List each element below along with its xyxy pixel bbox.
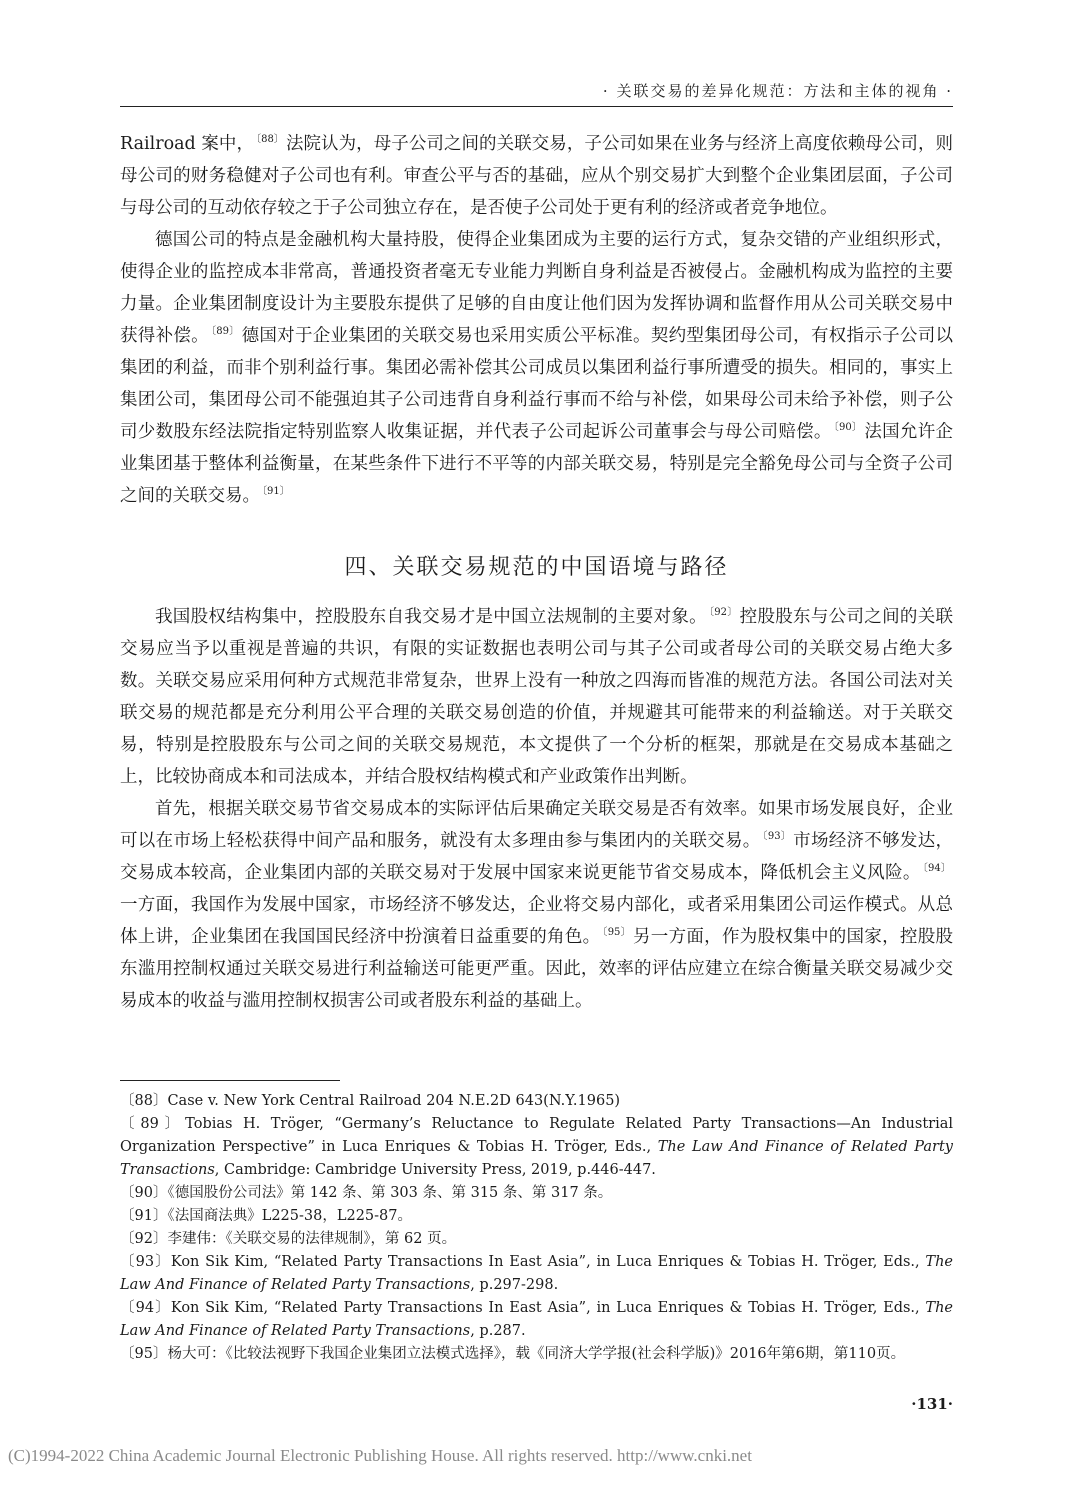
paragraph-1: Railroad 案中， $^{〔88〕}$ 法院认为，母子公司之间的关联交易，子公司如果在业务与经济上高度依赖母公司，则母公司的财务稳健对子公司也有利。审查公平与否的基础，应从个别交易扩大到整个企业集团层面，子公司与母公司的互动依存较之于子公司独立存在，是否使子公司处于更有利的经济或者竞争地位。 xyxy=(120,134,953,218)
footnote-ref-88[interactable]: 〔88〕 xyxy=(256,134,284,146)
footnote-ref-90[interactable]: 〔90〕 xyxy=(833,422,863,434)
footnote-ref-94[interactable]: 〔94〕 xyxy=(922,863,951,875)
paragraph-2: 德国公司的特点是金融机构大量持股，使得企业集团成为主要的运行方式，复杂交错的产业组织形式，使得企业的监控成本非常高，普通投资者毫无专业能力判断自身利益是否被侵占。金融机构成为监控的主要力量。企业集团制度设计为主要股东提供了足够的自由度让他们因为发挥协调和监督作用从公司关联交易中获得补偿。 $^{〔89〕}$ 德国对于企业集团的关联交易也采用实质公平标准。契约型集团母公司，有权指示子公司以集团的利益，而非个别利益行事。集团必需补偿其公司成员以集团利益行事所遭受的损失。相同的，事实上集团公司，集团母公司不能强迫其子公司违背自身利益行事而不给与补偿，如果母公司未给予补偿，则子公司少数股东经法院指定特别监察人收集证据，并代表子公司起诉公司董事会与母公司赔偿。 $^{〔90〕}$ 法国允许企业集团基于整体利益衡量，在某些条件下进行不平等的内部关联交易，特别是完全豁免母公司与全资子公司之间的关联交易。 $^{〔91〕}$ xyxy=(120,230,953,506)
footnote-94: 〔94〕Kon Sik Kim, “Related Party Transactions In East Asia”, in Luca Enriques & Tobias H. Tröger, Eds., The Law And Finance of Related Party Transactions, p.287. xyxy=(120,1300,953,1339)
running-title: · 关联交易的差异化规范：方法和主体的视角 · xyxy=(602,82,953,100)
footnote-ref-92[interactable]: 〔92〕 xyxy=(708,607,738,619)
footnote-93: 〔93〕Kon Sik Kim, “Related Party Transactions In East Asia”, in Luca Enriques & Tobias H. Tröger, Eds., The Law And Finance of Related Party Transactions, p.297-298. xyxy=(120,1254,953,1293)
paragraph-4: 首先，根据关联交易节省交易成本的实际评估后果确定关联交易是否有效率。如果市场发展良好，企业可以在市场上轻松获得中间产品和服务，就没有太多理由参与集团内的关联交易。 $^{〔93〕}$ 市场经济不够发达，交易成本较高，企业集团内部的关联交易对于发展中国家来说更能节省交易成本，降低机会主义风险。 $^{〔94〕}$一方面，我国作为发展中国家，市场经济不够发达，企业将交易内部化，或者采用集团公司运作模式。从总体上讲，企业集团在我国国民经济中扮演着日益重要的角色。 $^{〔95〕}$ 另一方面，作为股权集中的国家，控股股东滥用控制权通过关联交易进行利益输送可能更严重。因此，效率的评估应建立在综合衡量关联交易减少交易成本的收益与滥用控制权损害公司或者股东利益的基础上。 xyxy=(120,799,953,1011)
footnote-ref-93[interactable]: 〔93〕 xyxy=(762,831,792,843)
footnote-95: 〔95〕杨大可：《比较法视野下我国企业集团立法模式选择》，载《同济大学学报(社会科学版)》2016年第6期，第110页。 xyxy=(120,1346,906,1362)
footnote-88: 〔88〕Case v. New York Central Railroad 204 N.E.2D 643(N.Y.1965) xyxy=(120,1093,621,1109)
footnote-ref-91[interactable]: 〔91〕 xyxy=(262,486,290,498)
footnote-92: 〔92〕李建伟：《关联交易的法律规制》，第 62 页。 xyxy=(120,1231,457,1247)
running-header xyxy=(120,78,953,107)
footnote-91: 〔91〕《法国商法典》L225-38，L225-87。 xyxy=(120,1208,413,1224)
section-heading: 四、关联交易规范的中国语境与路径 xyxy=(344,555,729,580)
footnotes xyxy=(120,1090,953,1366)
footnote-ref-95[interactable]: 〔95〕 xyxy=(602,927,632,939)
footnote-89: 〔89〕Tobias H. Tröger, “Germany’s Reluctance to Regulate Related Party Transactions—An Industrial Organization Perspective” in Luca Enriques & Tobias H. Tröger, Eds., The Law And Finance of Related Party Transactions, Cambridge: Cambridge University Press, 2019, p.446-447. xyxy=(120,1116,953,1178)
page-number: ·131· xyxy=(911,1395,953,1413)
footnote-ref-89[interactable]: 〔89〕 xyxy=(210,326,240,338)
footnote-90: 〔90〕《德国股份公司法》第 142 条、第 303 条、第 315 条、第 317 条。 xyxy=(120,1185,613,1201)
body-section-2 xyxy=(120,601,953,1017)
paragraph-3: 我国股权结构集中，控股股东自我交易才是中国立法规制的主要对象。 $^{〔92〕}$ 控股股东与公司之间的关联交易应当予以重视是普遍的共识，有限的实证数据也表明公司与其子公司或者母公司的关联交易占绝大多数。关联交易应采用何种方式规范非常复杂，世界上没有一种放之四海而皆准的规范方法。各国公司法对关联交易的规范都是充分利用公平合理的关联交易创造的价值，并规避其可能带来的利益输送。对于关联交易，特别是控股股东与公司之间的关联交易规范，本文提供了一个分析的框架，那就是在交易成本基础之上，比较协商成本和司法成本，并结合股权结构模式和产业政策作出判断。 xyxy=(120,607,954,787)
copyright-notice: (C)1994-2022 China Academic Journal Electronic Publishing House. All rights reserved. http://www.cnki.net xyxy=(8,1446,752,1465)
footnote-divider xyxy=(120,1080,340,1081)
body-section-1 xyxy=(120,128,953,512)
